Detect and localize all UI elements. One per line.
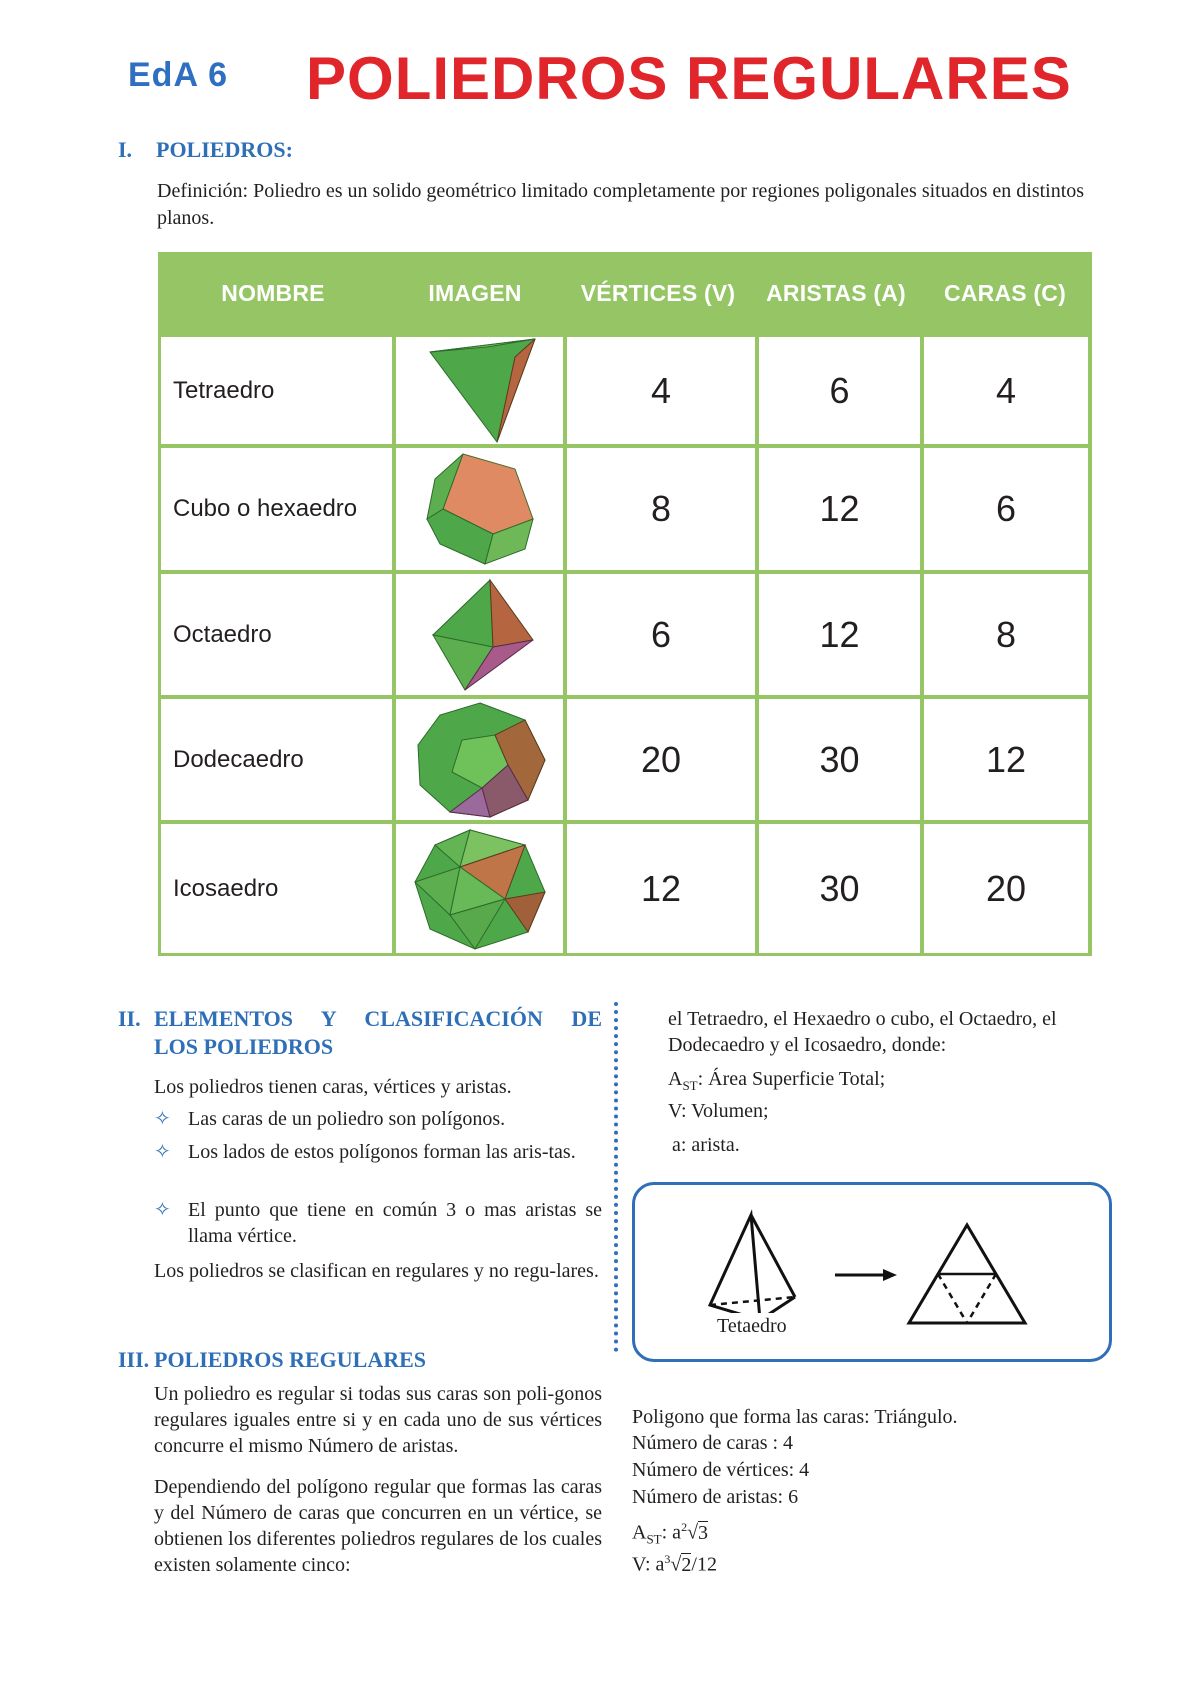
cube-icon (396, 448, 563, 570)
table-row-name: Dodecaedro (161, 699, 392, 820)
volume-prefix: V: a (632, 1553, 665, 1576)
five-solids-text: el Tetraedro, el Hexaedro o cubo, el Octaedro, el Dodecaedro y el Icosaedro, donde: (668, 1008, 1057, 1056)
faces-polygon: Poligono que forma las caras: Triángulo. (632, 1406, 958, 1428)
volume-radicand: 2 (681, 1553, 692, 1576)
section-3-title: POLIEDROS REGULARES (154, 1347, 427, 1372)
header-aristas: ARISTAS (A) (766, 279, 906, 306)
area-symbol: A (632, 1521, 647, 1544)
table-cell-caras: 8 (924, 574, 1088, 695)
table-cell-aristas: 30 (759, 699, 920, 820)
section-2-title-line2: LOS POLIEDROS (154, 1034, 334, 1059)
area-radicand: 3 (698, 1521, 709, 1544)
area-equals: : a (661, 1521, 682, 1544)
table-cell-vertices: 8 (567, 448, 755, 570)
section-3-number: III. (118, 1347, 150, 1372)
volume-exponent: 3 (664, 1552, 671, 1566)
section-1-heading (118, 137, 293, 163)
ast-legend (668, 1066, 885, 1099)
table-row-name: Tetraedro (161, 337, 392, 444)
tetrahedron-icon (396, 337, 563, 444)
ast-subscript: ST (682, 1078, 698, 1093)
sqrt-icon: √ (670, 1553, 682, 1576)
section-2-heading (118, 1006, 602, 1060)
edges-count: Número de aristas: 6 (632, 1486, 799, 1508)
header-caras: CARAS (C) (944, 279, 1066, 306)
polyhedra-table (158, 252, 1092, 956)
section-2-number: II. (118, 1006, 141, 1031)
section-3-heading (118, 1347, 426, 1373)
ast-definition: : Área Superficie Total; (697, 1068, 886, 1090)
regular-classification: Dependiendo del polígono regular que formas las caras y del Número de caras que concurren en un vértice, se obtienen los diferentes poliedros regulares de los cuales existen solamente cinco: (154, 1476, 602, 1576)
icosahedron-icon (396, 824, 563, 953)
figure-label: Tetaedro (717, 1315, 787, 1337)
classification-text: Los poliedros se clasifican en regulares y no regu-lares. (154, 1260, 599, 1282)
bullet-diamond-icon: ✧ (154, 1108, 171, 1130)
bullet-diamond-icon: ✧ (154, 1199, 171, 1221)
elements-intro: Los poliedros tienen caras, vértices y aristas. (154, 1076, 512, 1098)
regular-definition: Un poliedro es regular si todas sus caras son poli-gonos regulares iguales entre si y en cada uno de sus vértices concurre el mismo Número de aristas. (154, 1383, 602, 1457)
header-vertices: VÉRTICES (V) (580, 279, 736, 306)
table-cell-caras: 12 (924, 699, 1088, 820)
header-nombre: NOMBRE (221, 279, 325, 306)
sqrt-icon: √ (687, 1521, 699, 1544)
table-cell-vertices: 20 (567, 699, 755, 820)
volume-formula (632, 1546, 717, 1578)
ast-symbol: A (668, 1068, 683, 1090)
table-cell-aristas: 30 (759, 824, 920, 953)
table-cell-vertices: 6 (567, 574, 755, 695)
table-cell-caras: 20 (924, 824, 1088, 953)
bullet-item: Los lados de estos polígonos forman las aris-tas. (188, 1141, 576, 1163)
edge-legend: a: arista. (672, 1134, 740, 1156)
table-row-name: Icosaedro (161, 824, 392, 953)
table-cell-aristas: 12 (759, 574, 920, 695)
section-1-number: I. (118, 137, 133, 162)
volume-legend: V: Volumen; (668, 1100, 769, 1122)
area-subscript: ST (646, 1531, 662, 1547)
table-row-name: Octaedro (161, 574, 392, 695)
table-cell-vertices: 12 (567, 824, 755, 953)
table-cell-vertices: 4 (567, 337, 755, 444)
table-cell-caras: 6 (924, 448, 1088, 570)
unit-code: EdA 6 (128, 56, 229, 94)
area-exponent: 2 (681, 1520, 688, 1534)
table-cell-aristas: 12 (759, 448, 920, 570)
bullet-item: Las caras de un poliedro son polígonos. (188, 1108, 506, 1130)
section-1-title: POLIEDROS: (156, 137, 293, 162)
table-cell-aristas: 6 (759, 337, 920, 444)
table-cell-caras: 4 (924, 337, 1088, 444)
bullet-diamond-icon: ✧ (154, 1141, 171, 1163)
octahedron-icon (396, 574, 563, 695)
header-imagen: IMAGEN (428, 279, 522, 306)
tetrahedron-figure-box (632, 1182, 1112, 1362)
bullet-item: El punto que tiene en común 3 o mas aristas se llama vértice. (188, 1199, 602, 1247)
faces-count: Número de caras : 4 (632, 1432, 794, 1454)
page-title: POLIEDROS REGULARES (306, 45, 1072, 112)
definition-text: Definición: Poliedro es un solido geométrico limitado completamente por regiones poligonales situados en distintos planos. (157, 180, 1085, 229)
table-row-name: Cubo o hexaedro (161, 448, 392, 570)
vertices-count: Número de vértices: 4 (632, 1459, 810, 1481)
volume-denominator: /12 (691, 1553, 717, 1576)
dodecahedron-icon (396, 699, 563, 820)
tetrahedron-net-diagram (635, 1185, 1109, 1359)
column-divider (614, 1002, 618, 1352)
section-2-title-line1: ELEMENTOS Y CLASIFICACIÓN DE (154, 1006, 602, 1031)
